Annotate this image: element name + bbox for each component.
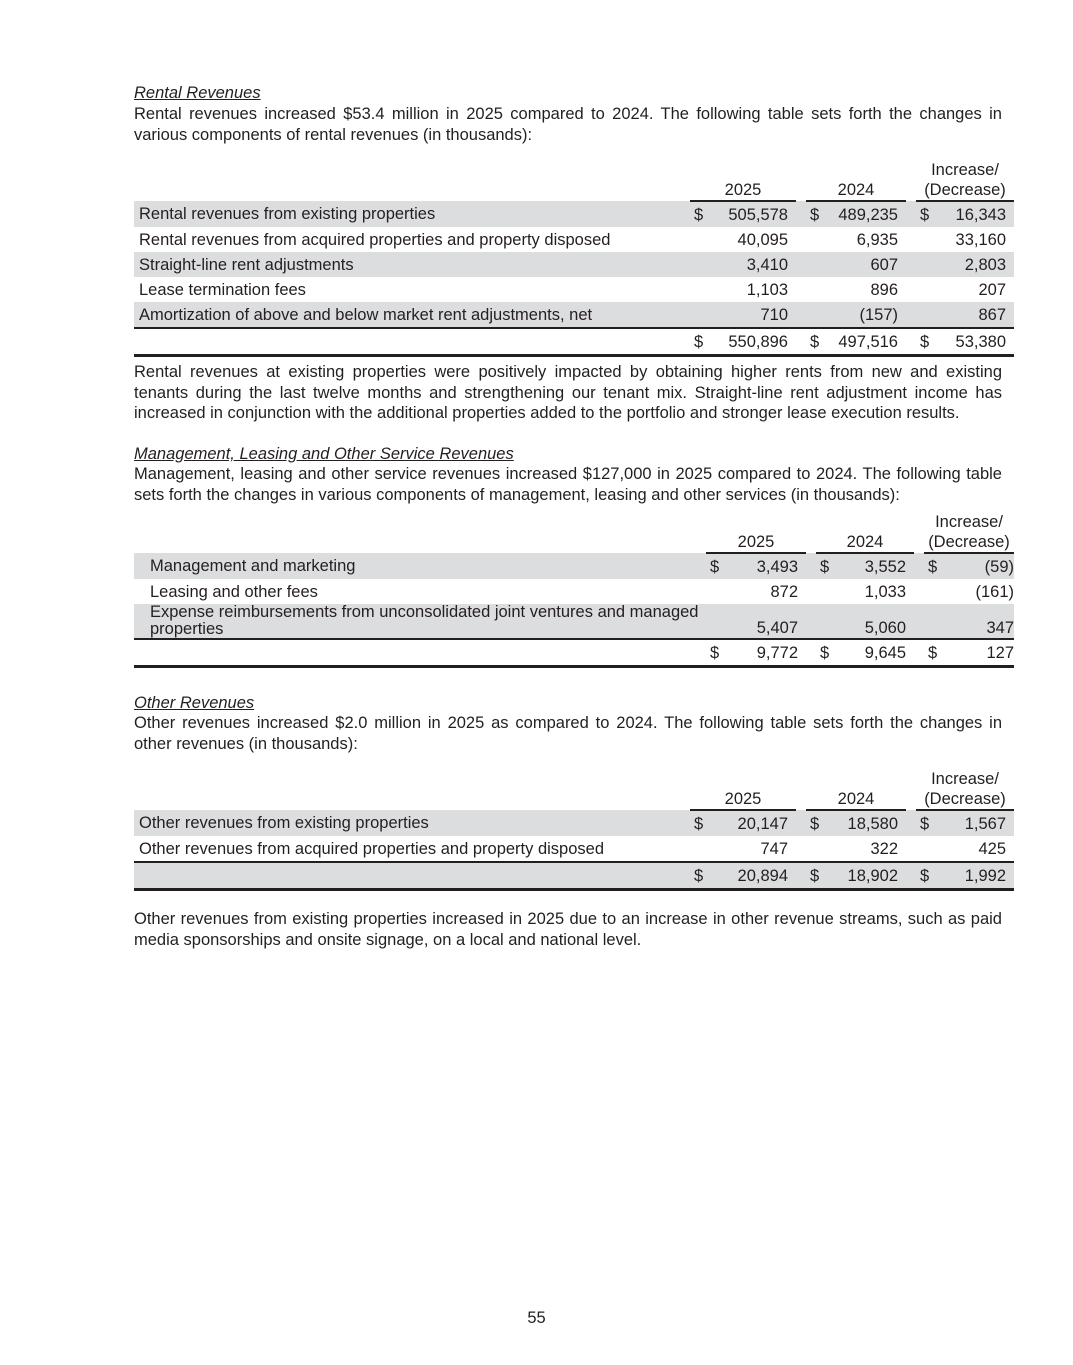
table-row: Straight-line rent adjustments 3,410 607 2,803 [134,252,1014,277]
total-row: $ 9,772 $ 9,645 $ 127 [134,639,1014,667]
col-2025: 2025 [690,769,796,810]
rental-heading: Rental Revenues [134,84,261,102]
col-2024: 2024 [806,160,906,201]
col-change: Increase/ (Decrease) [916,769,1014,810]
mgmt-header-row [134,512,1014,553]
total-row: $ 20,894 $ 18,902 $ 1,992 [134,862,1014,890]
mgmt-intro: Management, leasing and other service revenues increased $127,000 in 2025 compared to 2024. The following table sets forth the changes in various components of management, leasing and other services (in thousands): [134,465,1002,504]
other-header-row [134,769,1014,810]
table-row: Expense reimbursements from unconsolidated joint ventures and managed properties 5,407 5,060 347 [134,604,1014,639]
rental-table [134,160,1014,357]
mgmt-table [134,512,1014,668]
other-after: Other revenues from existing properties increased in 2025 due to an increase in other revenue streams, such as paid media sponsorships and onsite signage, on a local and national level. [134,910,1002,949]
table-row: Leasing and other fees 872 1,033 (161) [150,582,1014,601]
col-2025: 2025 [690,160,796,201]
col-2024: 2024 [816,512,914,553]
table-row: Other revenues from existing properties $ 20,147 $ 18,580 $ 1,567 [134,810,1014,836]
page-number: 55 [527,1309,546,1327]
table-row: Rental revenues from acquired properties and property disposed 40,095 6,935 33,160 [139,230,1006,249]
rental-header-row [134,160,1014,201]
rental-intro: Rental revenues increased $53.4 million in 2025 compared to 2024. The following table sets forth the changes in various components of rental revenues (in thousands): [134,105,1002,144]
col-change: Increase/ (Decrease) [924,512,1014,553]
total-row: $ 550,896 $ 497,516 $ 53,380 [134,328,1014,356]
table-row: Management and marketing $ 3,493 $ 3,552 $ (59) [134,553,1014,579]
rental-after: Rental revenues at existing properties were positively impacted by obtaining higher rents from new and existing tenants during the last twelve months and strengthening our tenant mix. Straight-line rent adjustment income has increased in conjunction with the additional properties added to the portfolio and stronger lease execution results. [134,363,1002,422]
col-2025: 2025 [706,512,806,553]
table-row: Other revenues from acquired properties and property disposed 747 322 425 [139,839,1006,858]
table-row: Lease termination fees 1,103 896 207 [139,280,1006,299]
mgmt-heading: Management, Leasing and Other Service Revenues [134,445,514,463]
table-row: Rental revenues from existing properties $ 505,578 $ 489,235 $ 16,343 [134,201,1014,227]
col-2024: 2024 [806,769,906,810]
other-intro: Other revenues increased $2.0 million in 2025 as compared to 2024. The following table sets forth the changes in other revenues (in thousands): [134,714,1002,753]
other-table [134,769,1014,891]
col-change: Increase/ (Decrease) [916,160,1014,201]
table-row: Amortization of above and below market rent adjustments, net 710 (157) 867 [134,302,1014,328]
other-heading: Other Revenues [134,694,255,712]
